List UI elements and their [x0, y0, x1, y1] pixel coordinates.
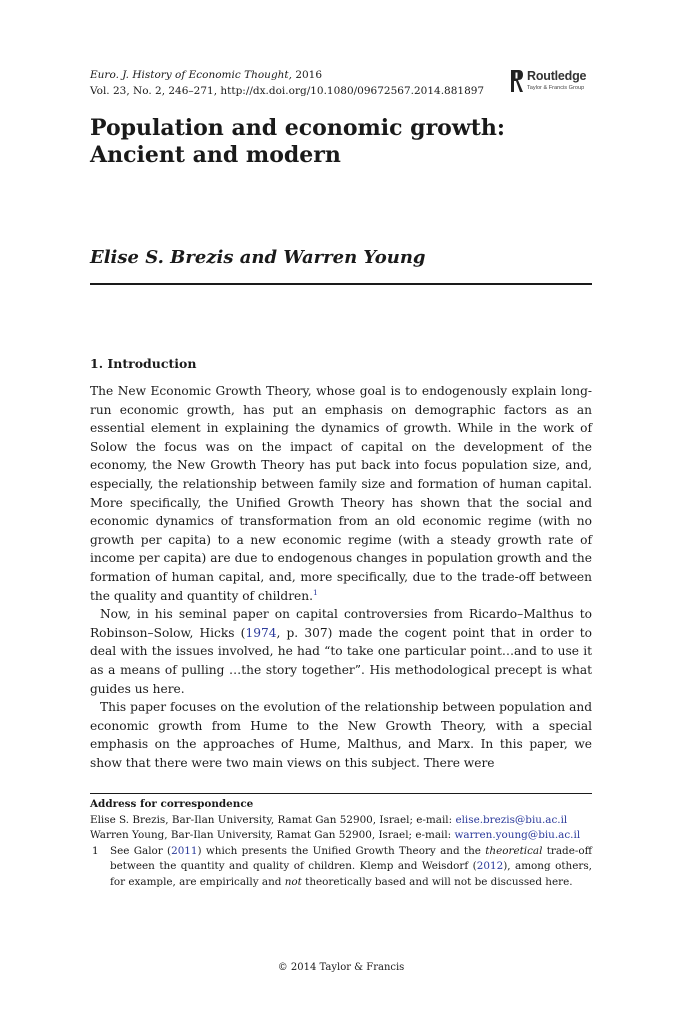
publisher-sub: Taylor & Francis Group	[527, 85, 585, 91]
address-young	[90, 828, 592, 844]
paragraph-2	[90, 605, 592, 698]
journal-year: 2016	[291, 69, 323, 81]
paragraph-2-text-a: Now, in his seminal paper on capital controversies from Ricardo–Malthus to Robinson–Solow, Hicks (	[90, 607, 592, 640]
journal-citation: Vol. 23, No. 2, 246–271, http://dx.doi.org/10.1080/09672567.2014.881897	[90, 85, 485, 97]
citation-hicks-1974[interactable]: 1974	[245, 625, 277, 640]
footnote-1-ref[interactable]: 1	[312, 587, 318, 597]
fn-text-e: theoretically based and will not be discussed here.	[301, 875, 573, 888]
footnote-1-text	[110, 844, 592, 891]
email-young-link[interactable]: warren.young@biu.ac.il	[454, 829, 581, 842]
copyright-notice: © 2014 Taylor & Francis	[277, 962, 405, 973]
footnote-1-number: 1	[92, 844, 99, 857]
citation-klemp-2012[interactable]: 2012	[476, 860, 504, 873]
title-divider	[90, 283, 592, 285]
email-brezis-link[interactable]: elise.brezis@biu.ac.il	[455, 813, 568, 826]
fn-em-not: not	[284, 875, 302, 888]
footnote-1	[90, 844, 592, 891]
address-heading: Address for correspondence	[90, 798, 254, 810]
paragraph-1-text: The New Economic Growth Theory, whose goal is to endogenously explain long-run economic growth, has put an emphasis on demographic factors as an essential element in explaining the dynamics of growth. While in the work of Solow the focus was on the impact of capital on the development of the economy, the New Growth Theory has put back into focus population size, and, especially, the relationship between family size and formation of human capital. More specifically, the Unified Growth Theory has shown that the social and economic dynamics of transformation from an old economic regime (with no growth per capita) to a new economic regime (with a steady growth rate of income per capita) are due to endogenous changes in population growth and the formation of human capital, and, more specifically, due to the trade-off between the quality and quantity of children.	[90, 384, 592, 603]
address-brezis-text: Elise S. Brezis, Bar-Ilan University, Ramat Gan 52900, Israel; e-mail:	[90, 813, 456, 826]
fn-text-b: ) which presents the Unified Growth Theory and the	[197, 844, 486, 857]
paragraph-2-text-b: , p. 307) made the cogent point that in order to deal with the issues involved, he had “to take one particular point…and to use it as a means of pulling …the story together”. His methodological precept is what guides us here.	[90, 625, 592, 696]
article-authors: Elise S. Brezis and Warren Young	[90, 247, 426, 268]
journal-name: Euro. J. History of Economic Thought,	[90, 69, 292, 81]
article-page	[90, 0, 592, 1031]
fn-em-theoretical: theoretical	[485, 844, 543, 857]
fn-text-c: trade-off between the quantity and quality of children. Klemp and Weisdorf (	[110, 844, 593, 873]
section-heading: 1. Introduction	[90, 356, 197, 371]
address-brezis	[90, 813, 592, 829]
fn-text-d: ), among others, for example, are empirically and	[110, 860, 592, 888]
citation-galor-2011[interactable]: 2011	[171, 844, 198, 857]
journal-line	[90, 67, 484, 83]
routledge-r-icon	[510, 69, 524, 93]
journal-header	[90, 67, 484, 99]
body-text	[90, 382, 592, 772]
article-title: Population and economic growth: Ancient and modern	[90, 115, 506, 168]
paragraph-1	[90, 382, 592, 605]
publisher-name: Routledge	[527, 69, 587, 83]
routledge-logo	[510, 67, 592, 97]
address-young-text: Warren Young, Bar-Ilan University, Ramat Gan 52900, Israel; e-mail:	[90, 829, 455, 842]
fn-text-a: See Galor (	[110, 844, 172, 857]
paragraph-3: This paper focuses on the evolution of the relationship between population and economic growth from Hume to the New Growth Theory, with a special emphasis on the approaches of Hume, Malthus, and Marx. In this paper, we show that there were two main views on this subject. There were	[90, 700, 592, 770]
footnotes	[90, 797, 592, 891]
footnote-divider	[90, 793, 592, 794]
